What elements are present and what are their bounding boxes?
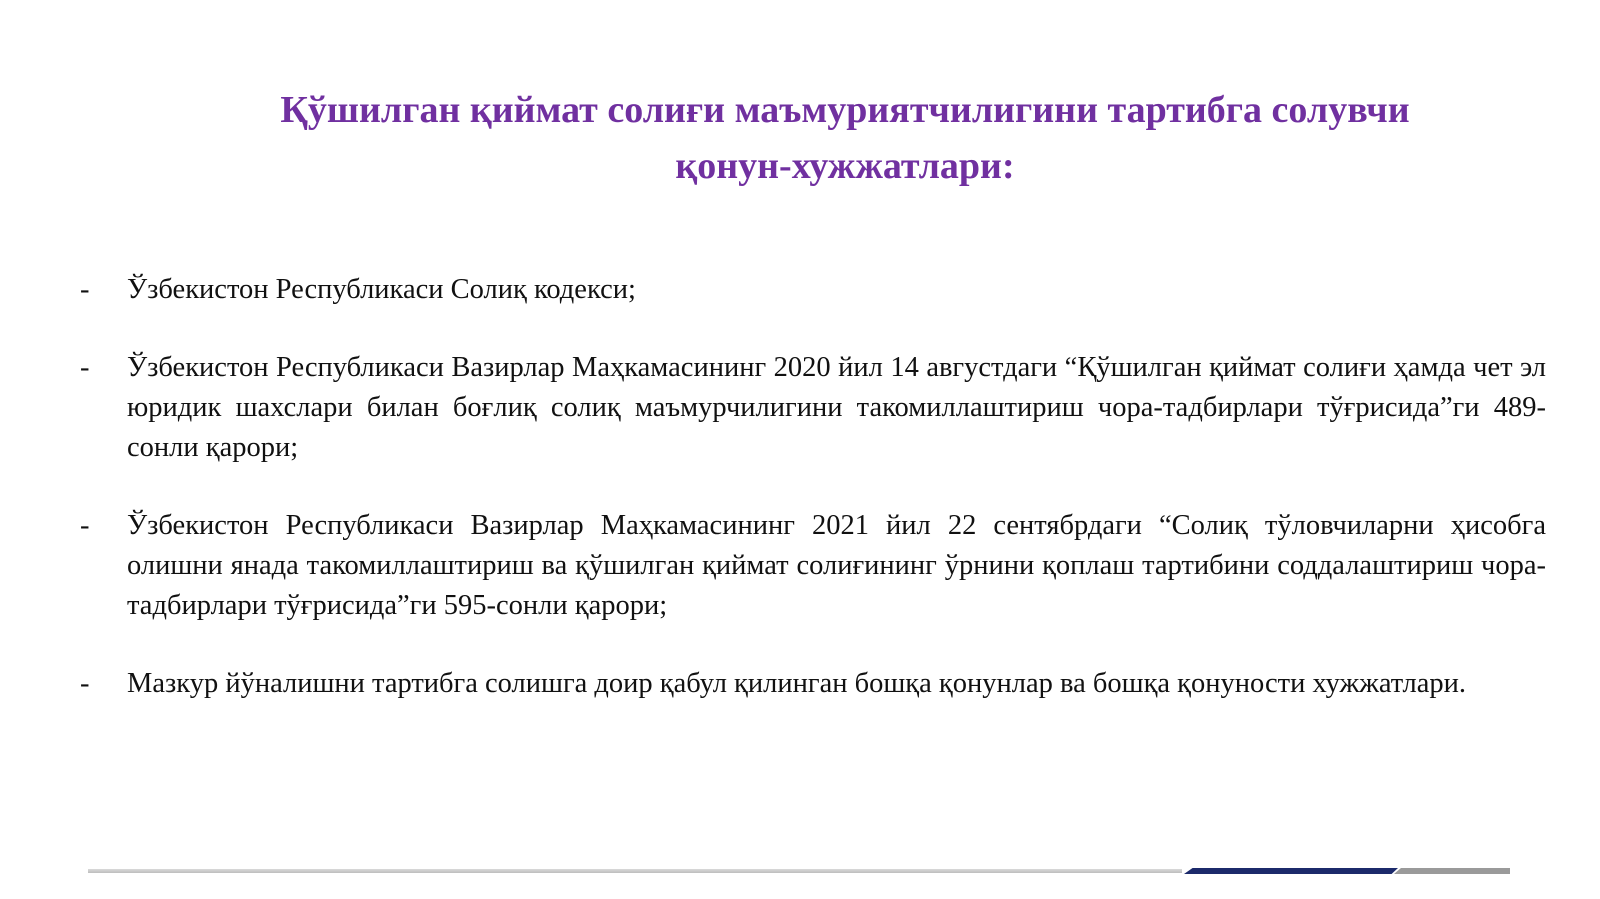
list-item-text: Мазкур йўналишни тартибга солишга доир қабул қилинган бошқа қонунлар ва бошқа қонуности хужжатлари. [127, 668, 1467, 699]
list-item-text: Ўзбекистон Республикаси Вазирлар Маҳкамасининг 2020 йил 14 августдаги “Қўшилган қиймат солиғи ҳамда чет эл юридик шахслари билан боғлиқ солиқ маъмурчилигини такомиллаштириш чора-тадбирлари тўғрисида”ги 489-сонли қарори; [127, 352, 1546, 463]
footer-grey-stripe [88, 869, 1182, 873]
bullet-dash: - [80, 668, 90, 699]
slide-title [150, 82, 1540, 194]
footer-grey-end-stripe [1394, 868, 1510, 874]
bullet-dash: - [80, 274, 90, 305]
list-item [80, 348, 1546, 468]
legal-documents-list [80, 270, 1546, 704]
list-item [80, 506, 1546, 626]
list-item [80, 270, 1546, 310]
slide-title-line-1: Қўшилган қиймат солиғи маъмуриятчилигини тартибга солувчи [280, 89, 1410, 131]
bullet-dash: - [80, 510, 90, 541]
list-item [80, 664, 1546, 704]
list-item-text: Ўзбекистон Республикаси Вазирлар Маҳкамасининг 2021 йил 22 сентябрдаги “Солиқ тўловчиларни ҳисобга олишни янада такомиллаштириш ва қўшилган қиймат солиғининг ўрнини қоплаш тартибини соддалаштириш чора-тадбирлари тўғрисида”ги 595-сонли қарори; [127, 510, 1546, 621]
slide-title-line-2: қонун-хужжатлари: [675, 145, 1015, 187]
footer-navy-stripe [1184, 868, 1398, 874]
list-item-text: Ўзбекистон Республикаси Солиқ кодекси; [127, 274, 636, 305]
bullet-dash: - [80, 352, 90, 383]
footer-decorative-bar [88, 868, 1516, 874]
